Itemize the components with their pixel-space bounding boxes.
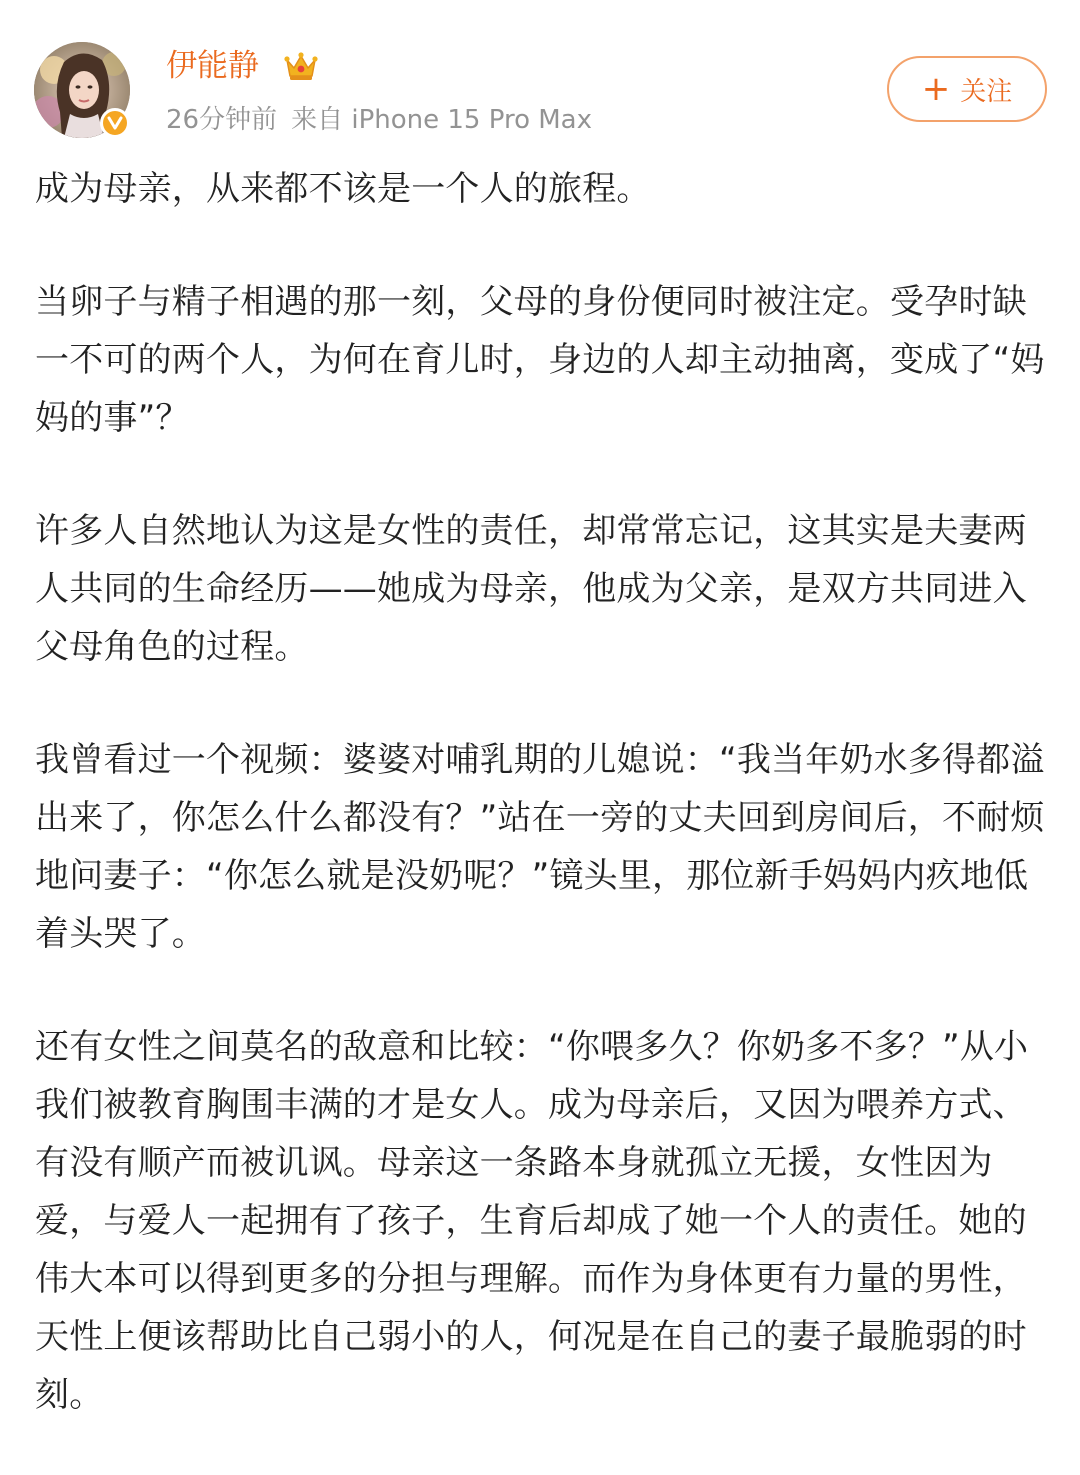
author-name[interactable]: 伊能静 bbox=[166, 48, 259, 84]
post-paragraph: 成为母亲，从来都不该是一个人的旅程。 bbox=[35, 169, 651, 209]
post-paragraph: 还有女性之间莫名的敌意和比较：“你喂多久？你奶多不多？”从小我们被教育胸围丰满的才是女人。成为母亲后，又因为喂养方式、有没有顺产而被讥讽。母亲这一条路本身就孤立无援，女性因为爱，与爱人一起拥有了孩子，生育后却成了她一个人的责任。她的伟大本可以得到更多的分担与理解。而作为身体更有力量的男性，天性上便该帮助比自己弱小的人，何况是在自己的妻子最脆弱的时刻。 bbox=[35, 1027, 1029, 1415]
post-paragraph: 当卵子与精子相遇的那一刻，父母的身份便同时被注定。受孕时缺一不可的两个人，为何在育儿时，身边的人却主动抽离，变成了“妈妈的事”？ bbox=[35, 282, 1045, 438]
follow-button[interactable] bbox=[887, 56, 1047, 122]
verified-badge-icon bbox=[100, 108, 130, 138]
plus-icon: + bbox=[921, 69, 951, 109]
post-paragraph: 许多人自然地认为这是女性的责任，却常常忘记，这其实是夫妻两人共同的生命经历——她成为母亲，他成为父亲，是双方共同进入父母角色的过程。 bbox=[35, 511, 1027, 667]
post-meta bbox=[166, 103, 606, 137]
post-time: 26分钟前 bbox=[166, 105, 278, 135]
post-source: 来自 iPhone 15 Pro Max bbox=[291, 105, 592, 135]
post-paragraph: 我曾看过一个视频：婆婆对哺乳期的儿媳说：“我当年奶水多得都溢出来了，你怎么什么都没有？”站在一旁的丈夫回到房间后，不耐烦地问妻子：“你怎么就是没奶呢？”镜头里，那位新手妈妈内疚地低着头哭了。 bbox=[35, 740, 1045, 954]
post-body bbox=[35, 160, 1045, 1424]
follow-label: 关注 bbox=[960, 76, 1013, 107]
post-header bbox=[0, 0, 1080, 160]
crown-icon bbox=[284, 50, 318, 82]
